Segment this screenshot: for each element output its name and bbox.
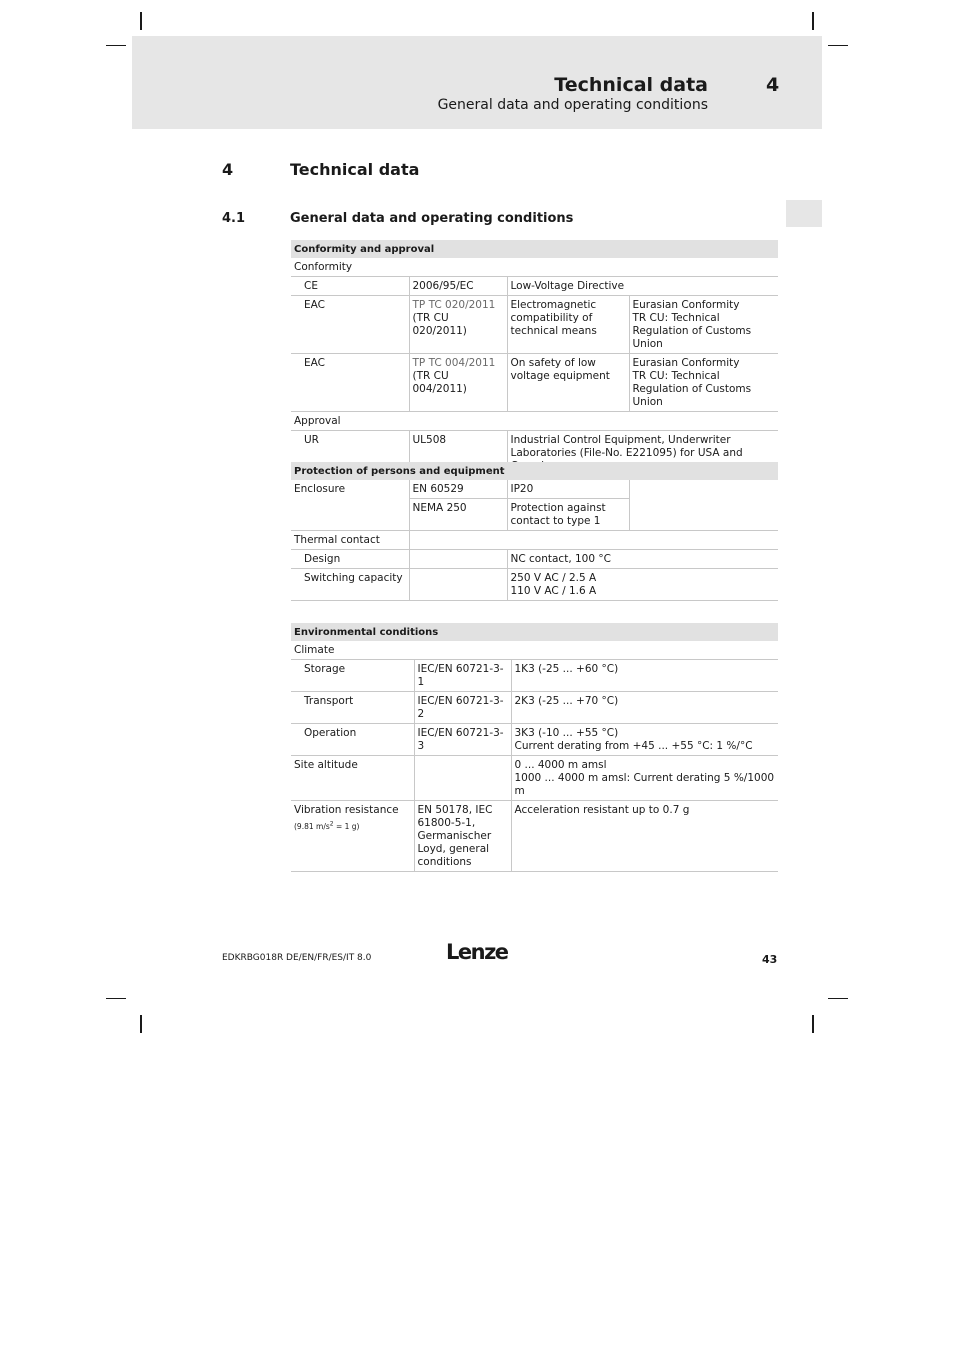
value-line: Current derating from +45 ... +55 °C: 1 %/°C bbox=[514, 740, 753, 752]
description-cell: Electromagnetic compatibility of technical means bbox=[507, 296, 629, 354]
crop-mark bbox=[828, 45, 848, 46]
vibration-note bbox=[294, 822, 359, 831]
table-row bbox=[291, 692, 778, 724]
row-label: Storage bbox=[291, 660, 414, 692]
header-subtitle: General data and operating conditions bbox=[437, 97, 708, 113]
table-row bbox=[291, 641, 778, 660]
description-cell: Low-Voltage Directive bbox=[507, 277, 778, 296]
table-row bbox=[291, 801, 778, 872]
row-label bbox=[291, 801, 414, 872]
empty-cell bbox=[629, 480, 778, 531]
header-band bbox=[132, 36, 822, 129]
row-label: Thermal contact bbox=[291, 531, 409, 550]
row-label: Operation bbox=[291, 724, 414, 756]
note-superscript: 2 bbox=[329, 820, 334, 827]
table-row bbox=[291, 660, 778, 692]
table-row bbox=[291, 412, 778, 431]
standard-cell bbox=[409, 296, 507, 354]
table-row bbox=[291, 480, 778, 499]
chapter-side-tab bbox=[786, 200, 822, 227]
row-label: EAC bbox=[291, 354, 409, 412]
empty-cell bbox=[409, 531, 778, 550]
table-row bbox=[291, 724, 778, 756]
table-heading-row bbox=[291, 462, 778, 480]
conformity-table bbox=[291, 240, 778, 476]
header-chapter-number: 4 bbox=[766, 74, 780, 96]
subsection-title: General data and operating conditions bbox=[290, 211, 574, 226]
value-cell: IP20 bbox=[507, 480, 629, 499]
standard-cell: IEC/EN 60721-3-2 bbox=[414, 692, 511, 724]
row-label: UR bbox=[291, 431, 409, 476]
section-number: 4 bbox=[222, 160, 234, 179]
note-line: Eurasian Conformity bbox=[632, 299, 740, 311]
standard-cell: NEMA 250 bbox=[409, 499, 507, 531]
table-heading: Conformity and approval bbox=[291, 240, 778, 258]
standard-cell: EN 50178, IEC 61800-5-1, Germanischer Loyd, general conditions bbox=[414, 801, 511, 872]
row-label: Site altitude bbox=[291, 756, 414, 801]
protection-table bbox=[291, 462, 778, 601]
note-text: = 1 g) bbox=[333, 821, 360, 831]
description-cell: On safety of low voltage equipment bbox=[507, 354, 629, 412]
environment-table bbox=[291, 623, 778, 872]
value-cell bbox=[507, 569, 778, 601]
row-label: Approval bbox=[291, 412, 778, 431]
standard-cell: IEC/EN 60721-3-3 bbox=[414, 724, 511, 756]
row-label: Switching capacity bbox=[291, 569, 409, 601]
table-heading-row bbox=[291, 623, 778, 641]
standard-code: TP TC 020/2011 bbox=[412, 299, 496, 311]
standard-code-alt: (TR CU 004/2011) bbox=[412, 370, 467, 395]
crop-mark bbox=[140, 1015, 142, 1033]
description-cell: Industrial Control Equipment, Underwriter Laboratories (File-No. E221095) for USA and bbox=[507, 431, 778, 476]
note-text: (9.81 m/s bbox=[294, 821, 330, 831]
crop-mark bbox=[828, 998, 848, 999]
table-row bbox=[291, 296, 778, 354]
table-row bbox=[291, 258, 778, 277]
row-label: Conformity bbox=[291, 258, 778, 277]
table-row bbox=[291, 354, 778, 412]
value-cell: Protection against contact to type 1 bbox=[507, 499, 629, 531]
table-row bbox=[291, 531, 778, 550]
note-cell bbox=[629, 354, 778, 412]
footer-document-id: EDKRBG018R DE/EN/FR/ES/IT 8.0 bbox=[222, 953, 372, 963]
empty-cell bbox=[414, 756, 511, 801]
standard-cell: 2006/95/EC bbox=[409, 277, 507, 296]
crop-mark bbox=[140, 12, 142, 30]
row-label: Transport bbox=[291, 692, 414, 724]
value-line: 1000 ... 4000 m amsl: Current derating 5 %/1000 m bbox=[514, 772, 775, 797]
table-row bbox=[291, 569, 778, 601]
vibration-label: Vibration resistance bbox=[294, 804, 399, 816]
page-number: 43 bbox=[762, 953, 778, 966]
note-cell bbox=[629, 296, 778, 354]
value-line: 110 V AC / 1.6 A bbox=[510, 585, 597, 597]
row-label: Design bbox=[291, 550, 409, 569]
subsection-number: 4.1 bbox=[222, 211, 246, 226]
value-cell bbox=[511, 724, 778, 756]
value-line: 250 V AC / 2.5 A bbox=[510, 572, 597, 584]
value-cell: 1K3 (-25 ... +60 °C) bbox=[511, 660, 778, 692]
note-line: Eurasian Conformity bbox=[632, 357, 740, 369]
lenze-logo: Lenze bbox=[446, 940, 508, 964]
standard-cell bbox=[409, 354, 507, 412]
table-row bbox=[291, 550, 778, 569]
empty-cell bbox=[409, 550, 507, 569]
standard-code-alt: (TR CU 020/2011) bbox=[412, 312, 467, 337]
standard-cell: EN 60529 bbox=[409, 480, 507, 499]
value-cell: 2K3 (-25 ... +70 °C) bbox=[511, 692, 778, 724]
crop-mark bbox=[106, 998, 126, 999]
section-title: Technical data bbox=[290, 160, 420, 179]
row-label: Enclosure bbox=[291, 480, 409, 531]
row-label: EAC bbox=[291, 296, 409, 354]
row-label: Climate bbox=[291, 641, 778, 660]
standard-code: TP TC 004/2011 bbox=[412, 357, 496, 369]
value-cell: NC contact, 100 °C bbox=[507, 550, 778, 569]
note-line: TR CU: Technical Regulation of Customs Union bbox=[632, 370, 752, 408]
crop-mark bbox=[106, 45, 126, 46]
value-line: 0 ... 4000 m amsl bbox=[514, 759, 607, 771]
value-cell: Acceleration resistant up to 0.7 g bbox=[511, 801, 778, 872]
table-heading: Environmental conditions bbox=[291, 623, 778, 641]
row-label: CE bbox=[291, 277, 409, 296]
standard-cell: UL508 bbox=[409, 431, 507, 476]
crop-mark bbox=[812, 1015, 814, 1033]
table-row bbox=[291, 277, 778, 296]
empty-cell bbox=[409, 569, 507, 601]
note-line: TR CU: Technical Regulation of Customs Union bbox=[632, 312, 752, 350]
table-row bbox=[291, 756, 778, 801]
value-cell bbox=[511, 756, 778, 801]
table-heading-row bbox=[291, 240, 778, 258]
header-title: Technical data bbox=[554, 74, 708, 96]
standard-cell: IEC/EN 60721-3-1 bbox=[414, 660, 511, 692]
crop-mark bbox=[812, 12, 814, 30]
table-heading: Protection of persons and equipment bbox=[291, 462, 778, 480]
value-line: 3K3 (-10 ... +55 °C) bbox=[514, 727, 619, 739]
